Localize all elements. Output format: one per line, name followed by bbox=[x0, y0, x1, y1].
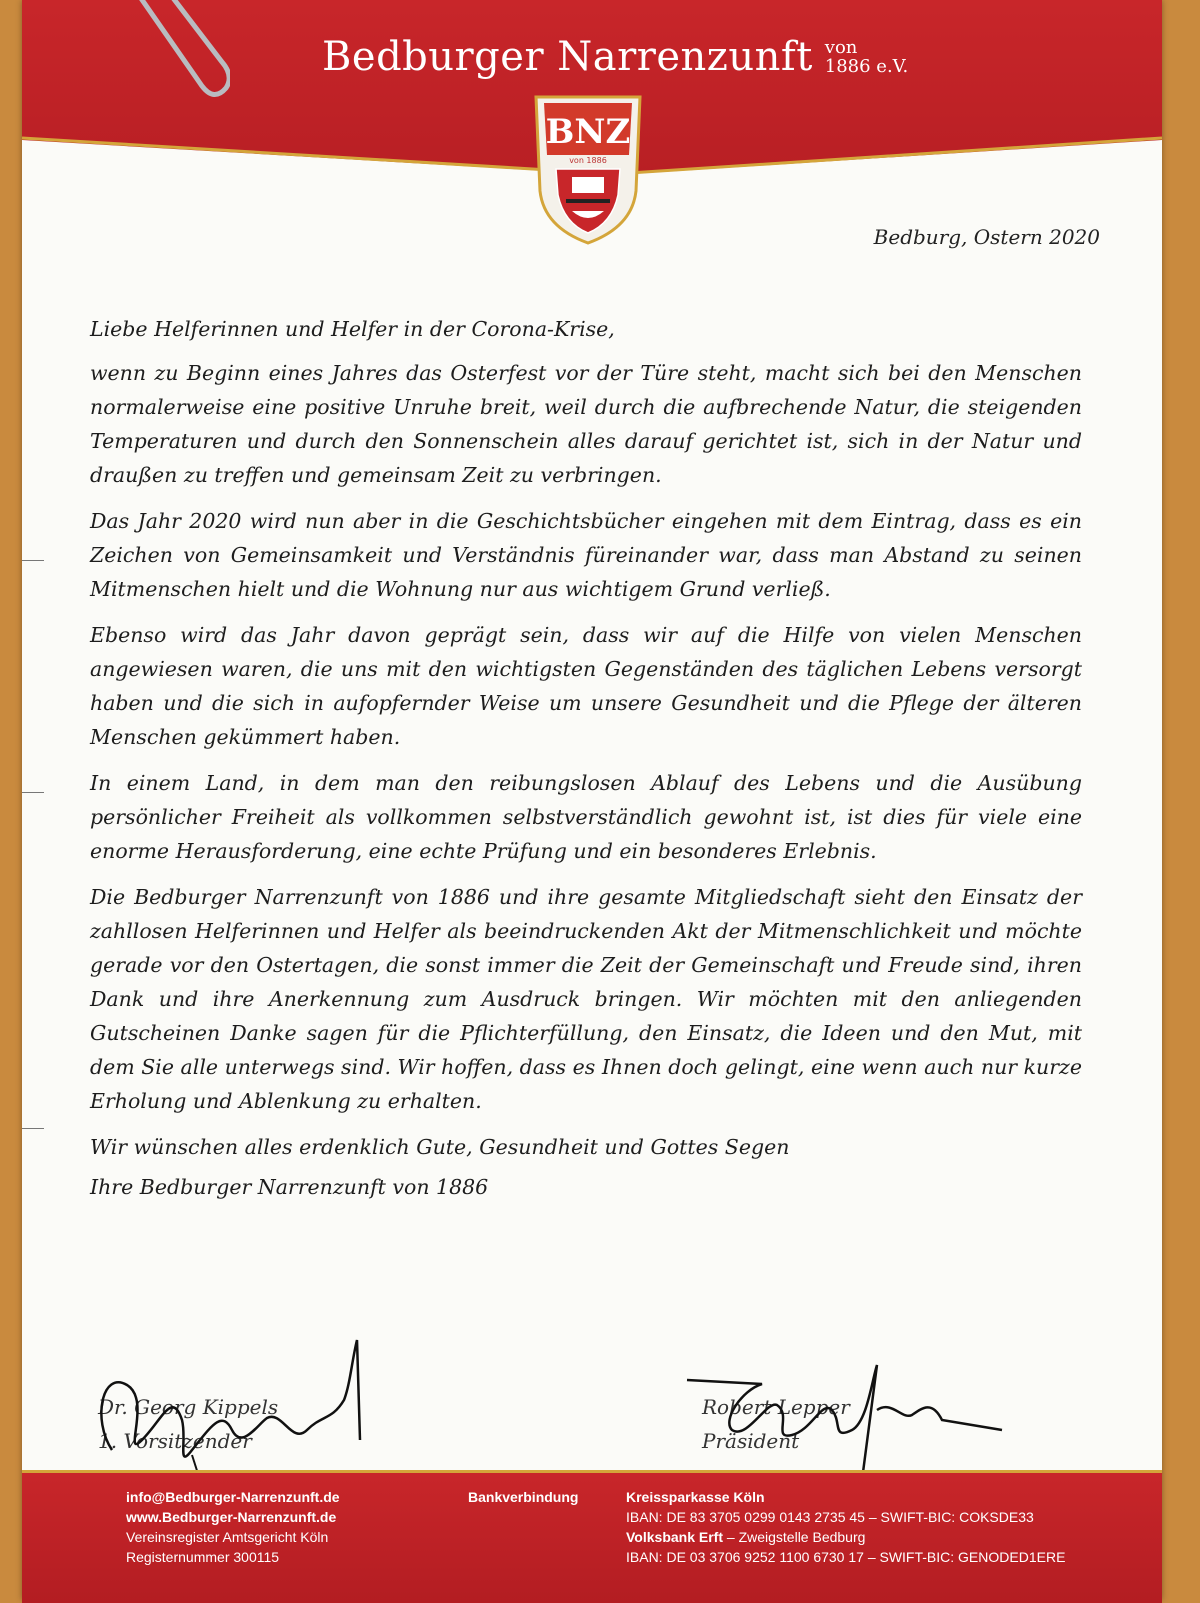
footer-bank-label: Bankverbindung bbox=[468, 1489, 579, 1505]
signatory-role: 1. Vorsitzender bbox=[98, 1429, 252, 1453]
footer-register-number: Registernummer 300115 bbox=[126, 1549, 280, 1565]
fold-mark bbox=[22, 1128, 44, 1129]
paragraph: Ebenso wird das Jahr davon geprägt sein, dass wir auf die Hilfe von vielen Menschen angewiesen waren, die uns mit den wichtigsten Gegenständen des täglichen Lebens versorgt haben und die sich in aufopfernder Weise um unsere Gesundheit und die Pflege der älteren Menschen gekümmert haben. bbox=[90, 623, 1082, 749]
footer-register-court: Vereinsregister Amtsgericht Köln bbox=[126, 1529, 329, 1545]
closing-wish: Wir wünschen alles erdenklich Gute, Gesundheit und Gottes Segen bbox=[90, 1135, 790, 1159]
svg-text:von 1886: von 1886 bbox=[569, 156, 607, 165]
sign-off: Ihre Bedburger Narrenzunft von 1886 bbox=[90, 1175, 489, 1199]
bank1-iban: IBAN: DE 83 3705 0299 0143 2735 45 – SWIFT-BIC: COKSDE33 bbox=[626, 1509, 1034, 1525]
bank1-name: Kreissparkasse Köln bbox=[626, 1489, 765, 1505]
letter-footer bbox=[22, 1470, 1162, 1603]
paragraph: Das Jahr 2020 wird nun aber in die Geschichtsbücher eingehen mit dem Eintrag, dass es ein Zeichen von Gemeinsamkeit und Verständnis füreinander war, dass man Abstand zu seinen Mitmenschen hielt und die Wohnung nur aus wichtigem Grund verließ. bbox=[90, 509, 1082, 601]
letter-date: Bedburg, Ostern 2020 bbox=[873, 225, 1100, 249]
letter-body bbox=[90, 312, 1082, 1210]
fold-mark bbox=[22, 792, 44, 793]
paragraph: Die Bedburger Narrenzunft von 1886 und ihre gesamte Mitgliedschaft sieht den Einsatz der zahllosen Helferinnen und Helfer als beeindruckenden Akt der Mitmenschlichkeit und möchte gerade vor den Ostertagen, die sonst immer die Zeit der Gemeinschaft und Freude sind, ihren Dank und ihre Anerkennung zum Ausdruck bringen. Wir möchten mit den anliegenden Gutscheinen Danke sagen für die Pflichterfüllung, den Einsatz, die Ideen und den Mut, mit dem Sie alle unterwegs sind. Wir hoffen, dass es Ihnen doch gelingt, eine wenn auch nur kurze Erholung und Ablenkung zu erhalten. bbox=[90, 885, 1082, 1113]
signature-left bbox=[82, 1330, 402, 1480]
paragraph: In einem Land, in dem man den reibungslosen Ablauf des Lebens und die Ausübung persönlicher Freiheit als vollkommen selbstverständlich gewohnt ist, ist dies für viele eine enorme Herausforderung, eine echte Prüfung und ein besonderes Erlebnis. bbox=[90, 771, 1082, 863]
footer-contact bbox=[126, 1487, 340, 1567]
signatory-role: Präsident bbox=[702, 1429, 800, 1453]
letterhead-title bbox=[322, 34, 908, 80]
signatory-name: Robert Lepper bbox=[702, 1395, 850, 1419]
salutation: Liebe Helferinnen und Helfer in der Corona-Krise, bbox=[90, 317, 615, 341]
footer-email[interactable]: info@Bedburger-Narrenzunft.de bbox=[126, 1489, 340, 1505]
bank2-name: Volksbank Erft – Zweigstelle Bedburg bbox=[626, 1529, 866, 1545]
paragraph: wenn zu Beginn eines Jahres das Osterfest vor der Türe steht, macht sich bei den Menschen normalerweise eine positive Unruhe breit, weil durch die aufbrechende Natur, die steigenden Temperaturen und durch den Sonnenschein alles darauf gerichtet ist, sich in der Natur und draußen zu treffen und gemeinsam Zeit zu verbringen. bbox=[90, 361, 1082, 487]
club-crest-logo bbox=[532, 95, 644, 245]
svg-text:BNZ: BNZ bbox=[545, 112, 631, 152]
fold-mark bbox=[22, 560, 44, 561]
letter-sheet bbox=[22, 0, 1162, 1600]
footer-website[interactable]: www.Bedburger-Narrenzunft.de bbox=[126, 1509, 337, 1525]
signatory-name: Dr. Georg Kippels bbox=[98, 1395, 279, 1419]
footer-bank-details bbox=[626, 1487, 1065, 1567]
club-founding: von 1886 e.V. bbox=[824, 37, 909, 77]
paperclip-icon bbox=[130, 0, 230, 105]
bank2-iban: IBAN: DE 03 3706 9252 1100 6730 17 – SWIFT-BIC: GENODED1ERE bbox=[626, 1549, 1066, 1565]
club-name: Bedburger Narrenzunft bbox=[322, 34, 813, 80]
